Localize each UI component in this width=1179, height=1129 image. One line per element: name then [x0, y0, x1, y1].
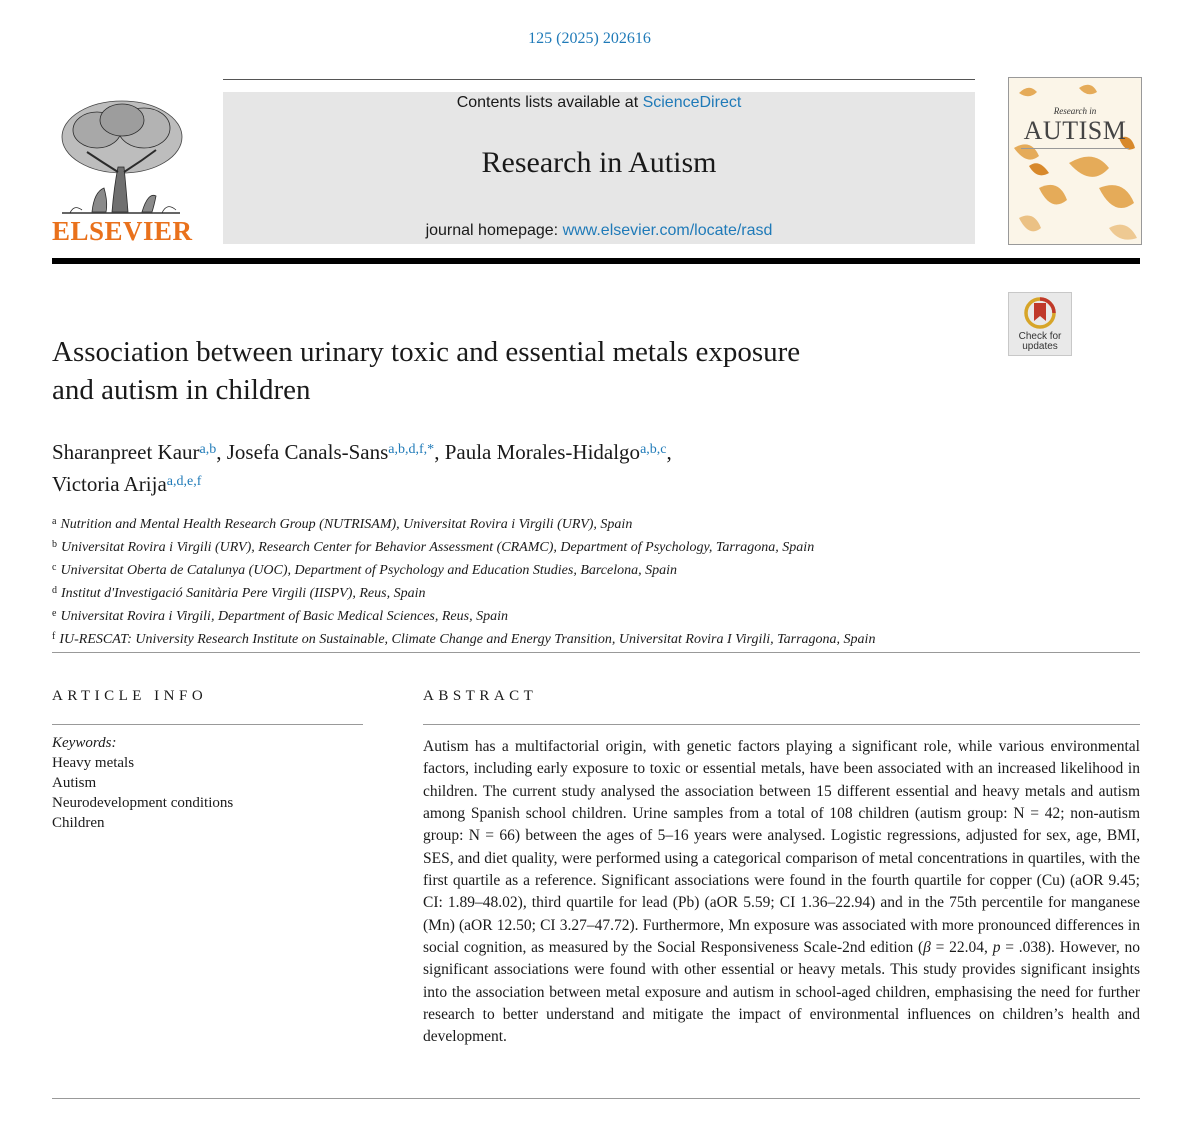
keyword-item[interactable]: Neurodevelopment conditions — [52, 795, 234, 811]
abstract-part: = .038). However, no significant associations were found with other essential or heavy metals. This study provides significant insights into the association between metal exposure and autism in school-aged children, emphasising the need for further research to better understand and mitigate the impact of environmental influences on children’s health and development. — [423, 939, 1140, 1046]
article-title — [52, 333, 982, 409]
author-affiliation-link[interactable]: a,d,e,f — [166, 474, 202, 489]
cfu-line1: Check for — [1018, 331, 1062, 342]
butterfly-cover-icon — [1009, 78, 1141, 244]
abstract-divider — [423, 724, 1140, 725]
article-title-line1: Association between urinary toxic and essential metals exposure — [52, 336, 801, 368]
affiliation-list — [52, 512, 1142, 650]
cover-rule — [1021, 148, 1129, 149]
author-affiliation-link[interactable]: a,b,d,f,* — [388, 442, 435, 457]
affiliation-text: Nutrition and Mental Health Research Group (NUTRISAM), Universitat Rovira i Virgili (URV), Spain — [60, 517, 633, 532]
author-name[interactable]: Josefa Canals-Sans — [226, 440, 389, 464]
abstract-part: Autism has a multifactorial origin, with genetic factors playing a significant role, while various environmental factors, including early exposure to toxic or essential metals, have been associated with an increased likelihood in children. The current study analysed the association between 15 different essential and heavy metals and autism among Spanish school children. Urine samples from a total of 108 children (autism group: N = 42; non-autism group: N = 66) between the ages of 5–16 years were analysed. Logistic regressions, adjusted for sex, age, BMI, SES, and diet quality, were performed using a categorical comparison of metal concentrations in quartiles, with the first quartile as a reference. Significant associations were found in the fourth quartile for copper (Cu) (aOR 9.45; CI: 1.89–48.02), third quartile for lead (Pb) (aOR 5.59; CI 1.36–22.94) and in the 75th percentile for manganese (Mn) (aOR 12.50; CI 3.27–47.72). Furthermore, Mn exposure was associated with more pronounced differences in social cognition, as measured by the Social Responsiveness Scale-2nd edition ( — [423, 738, 1140, 957]
keywords-block — [52, 733, 372, 833]
affiliation-key: c — [52, 562, 57, 573]
contents-prefix: Contents lists available at — [456, 94, 643, 111]
affiliation-text: IU-RESCAT: University Research Institute on Sustainable, Climate Change and Energy Transition, Universitat Rovira I Virgili, Tarragona, Spain — [59, 632, 876, 647]
publisher-name[interactable]: ELSEVIER — [52, 216, 193, 246]
contents-line — [223, 94, 975, 112]
top-divider — [223, 79, 975, 80]
beta-symbol: β — [923, 939, 931, 957]
p-symbol: p — [992, 939, 1001, 957]
homepage-prefix: journal homepage: — [425, 222, 563, 239]
article-info-divider — [52, 724, 363, 725]
affiliation-key: e — [52, 608, 57, 619]
affiliation-text: Universitat Rovira i Virgili (URV), Research Center for Behavior Assessment (CRAMC), Department of Psychology, Tarragona, Spain — [61, 540, 815, 555]
bottom-divider — [52, 1098, 1140, 1099]
check-for-updates-label — [1008, 332, 1072, 352]
author-name[interactable]: Victoria Arija — [52, 472, 167, 496]
author-affiliation-link[interactable]: a,b,c — [640, 442, 667, 457]
affiliation-key: a — [52, 516, 57, 527]
affiliation-key: d — [52, 585, 57, 596]
affiliation-text: Institut d'Investigació Sanitària Pere Virgili (IISPV), Reus, Spain — [61, 586, 426, 601]
header-rule — [52, 258, 1140, 264]
homepage-line — [223, 222, 975, 240]
author-separator: , — [216, 440, 227, 464]
affiliation-item — [52, 512, 1142, 535]
affiliation-key: f — [52, 631, 56, 642]
abstract-text — [423, 736, 1140, 1049]
bookmark-ring-icon — [1009, 293, 1071, 333]
author-affiliation-link[interactable]: a,b — [199, 442, 217, 457]
section-divider — [52, 652, 1140, 653]
article-info-heading: ARTICLE INFO — [52, 688, 208, 704]
cover-subtitle: Research in — [1053, 106, 1097, 116]
author-separator: , — [434, 440, 445, 464]
abstract-heading: ABSTRACT — [423, 688, 538, 704]
keywords-label: Keywords: — [52, 735, 117, 751]
author-separator: , — [666, 440, 672, 464]
affiliation-text: Universitat Rovira i Virgili, Department of Basic Medical Sciences, Reus, Spain — [60, 609, 508, 624]
affiliation-key: b — [52, 539, 57, 550]
journal-cover[interactable] — [1008, 77, 1142, 245]
journal-citation[interactable]: 125 (2025) 202616 — [528, 30, 651, 47]
abstract-part: = 22.04, — [930, 939, 993, 957]
cover-title: AUTISM — [1023, 116, 1127, 145]
keyword-item[interactable]: Children — [52, 815, 105, 831]
journal-title: Research in Autism — [481, 146, 717, 179]
author-list — [52, 435, 1052, 499]
keyword-item[interactable]: Heavy metals — [52, 755, 135, 771]
affiliation-item — [52, 627, 1142, 650]
affiliation-item — [52, 558, 1142, 581]
affiliation-item — [52, 535, 1142, 558]
cfu-line2: updates — [1022, 341, 1058, 352]
sciencedirect-link[interactable]: ScienceDirect — [642, 94, 742, 111]
affiliation-item — [52, 604, 1142, 627]
affiliation-text: Universitat Oberta de Catalunya (UOC), Department of Psychology and Education Studies, Barcelona, Spain — [60, 563, 678, 578]
homepage-link[interactable]: www.elsevier.com/locate/rasd — [562, 222, 773, 239]
affiliation-item — [52, 581, 1142, 604]
keyword-item[interactable]: Autism — [52, 775, 97, 791]
article-title-line2: and autism in children — [52, 374, 311, 406]
author-name[interactable]: Paula Morales-Hidalgo — [444, 440, 641, 464]
author-name[interactable]: Sharanpreet Kaur — [52, 440, 200, 464]
